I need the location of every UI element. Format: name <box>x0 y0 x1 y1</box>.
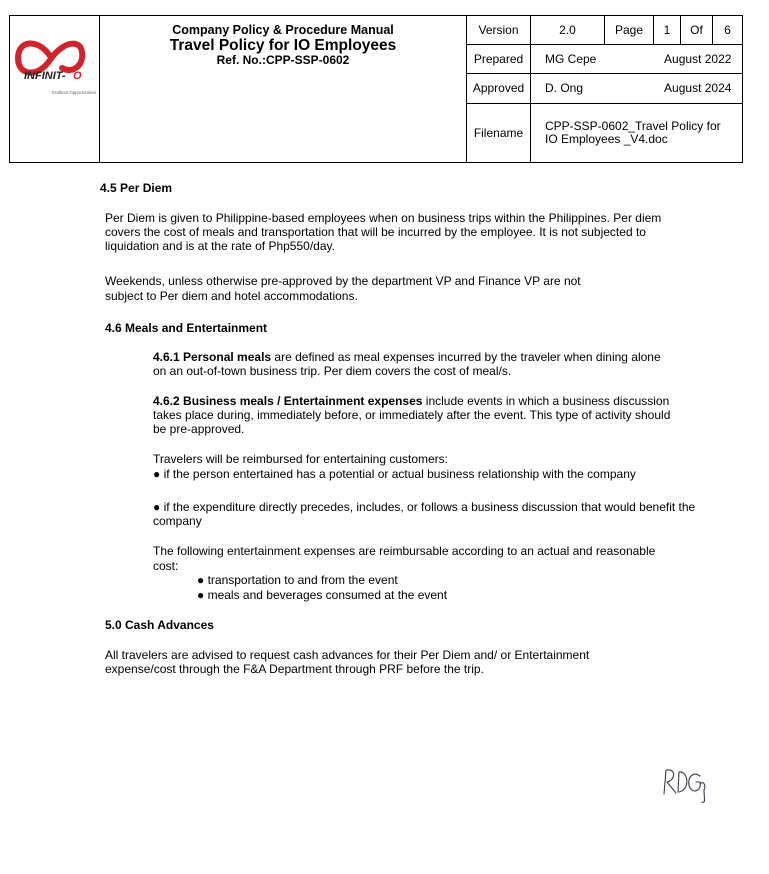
approved-label: Approved <box>467 74 531 103</box>
page-total: 6 <box>713 16 743 45</box>
per-diem-paragraph-line-1: Per Diem is given to Philippine-based employees when on business trips within the Philippines. Per diem <box>105 211 662 225</box>
document-header <box>9 15 743 163</box>
business-meals-line-3: be pre-approved. <box>153 422 245 436</box>
section-5-0-heading: 5.0 Cash Advances <box>105 618 214 632</box>
page-label: Page <box>605 16 654 45</box>
bullet-business-discussion-line-2: company <box>153 514 202 528</box>
filename-line-2: IO Employees _V4.doc <box>545 131 668 146</box>
title-block <box>100 16 467 163</box>
sub-bullet-transportation: ● transportation to and from the event <box>197 573 398 587</box>
business-meals-line-1 <box>153 395 669 409</box>
reference-number: Ref. No.:CPP-SSP-0602 <box>216 53 350 67</box>
approved-date: August 2024 <box>654 74 743 103</box>
weekends-paragraph-line-2: subject to Per diem and hotel accommodations. <box>105 289 358 303</box>
cash-advances-line-1: All travelers are advised to request cash advances for their Per Diem and/ or Entertainment <box>105 648 590 662</box>
weekends-paragraph-line-1: Weekends, unless otherwise pre-approved by the department VP and Finance VP are not <box>105 274 581 288</box>
per-diem-paragraph-line-3: liquidation and is at the rate of Php550/day. <box>105 239 335 253</box>
version-label: Version <box>467 16 531 45</box>
svg-text:INFINIT-: INFINIT- <box>24 70 66 82</box>
of-label: Of <box>681 16 713 45</box>
infinito-logo-icon <box>10 16 100 162</box>
svg-text:O: O <box>73 70 82 82</box>
filename-label: Filename <box>467 103 531 162</box>
entertainment-expenses-line-1: The following entertainment expenses are reimbursable according to an actual and reasonable <box>153 544 656 558</box>
section-4-5-heading: 4.5 Per Diem <box>100 181 173 195</box>
business-meals-title: 4.6.2 Business meals / Entertainment expenses <box>153 394 423 408</box>
prepared-label: Prepared <box>467 45 531 74</box>
prepared-by: MG Cepe <box>531 45 654 74</box>
business-meals-line-2: takes place during, immediately before, or immediately after the event. This type of activity should <box>153 408 671 422</box>
page-number: 1 <box>654 16 681 45</box>
svg-text:Endless Opportunities: Endless Opportunities <box>52 90 97 95</box>
section-4-6-heading: 4.6 Meals and Entertainment <box>105 321 268 335</box>
company-logo <box>10 16 100 163</box>
personal-meals-title: 4.6.1 Personal meals <box>153 350 272 364</box>
personal-meals-text: are defined as meal expenses incurred by the traveler when dining alone <box>271 350 661 364</box>
per-diem-paragraph-line-2: covers the cost of meals and transportation that will be incurred by the employee. It is not subjected to <box>105 225 646 239</box>
entertainment-expenses-line-2: cost: <box>153 559 179 573</box>
business-meals-text: include events in which a business discussion <box>422 394 670 408</box>
prepared-date: August 2022 <box>654 45 743 74</box>
document-title: Travel Policy for IO Employees <box>169 37 397 54</box>
cash-advances-line-2: expense/cost through the F&A Department through PRF before the trip. <box>105 662 484 676</box>
handwritten-signature <box>660 762 716 806</box>
filename-line-1: CPP-SSP-0602_Travel Policy for <box>545 118 721 133</box>
reimbursement-intro: Travelers will be reimbursed for entertaining customers: <box>153 452 449 466</box>
bullet-business-relationship: ● if the person entertained has a potential or actual business relationship with the company <box>153 467 636 481</box>
manual-title: Company Policy & Procedure Manual <box>172 23 394 37</box>
personal-meals-line-1 <box>153 351 661 365</box>
version-value: 2.0 <box>531 16 605 45</box>
personal-meals-line-2: on an out-of-town business trip. Per diem covers the cost of meal/s. <box>153 364 512 378</box>
sub-bullet-meals-beverages: ● meals and beverages consumed at the event <box>197 588 448 602</box>
filename-value <box>531 103 743 162</box>
approved-by: D. Ong <box>531 74 654 103</box>
bullet-business-discussion-line-1: ● if the expenditure directly precedes, includes, or follows a business discussion that would benefit the <box>153 500 696 514</box>
